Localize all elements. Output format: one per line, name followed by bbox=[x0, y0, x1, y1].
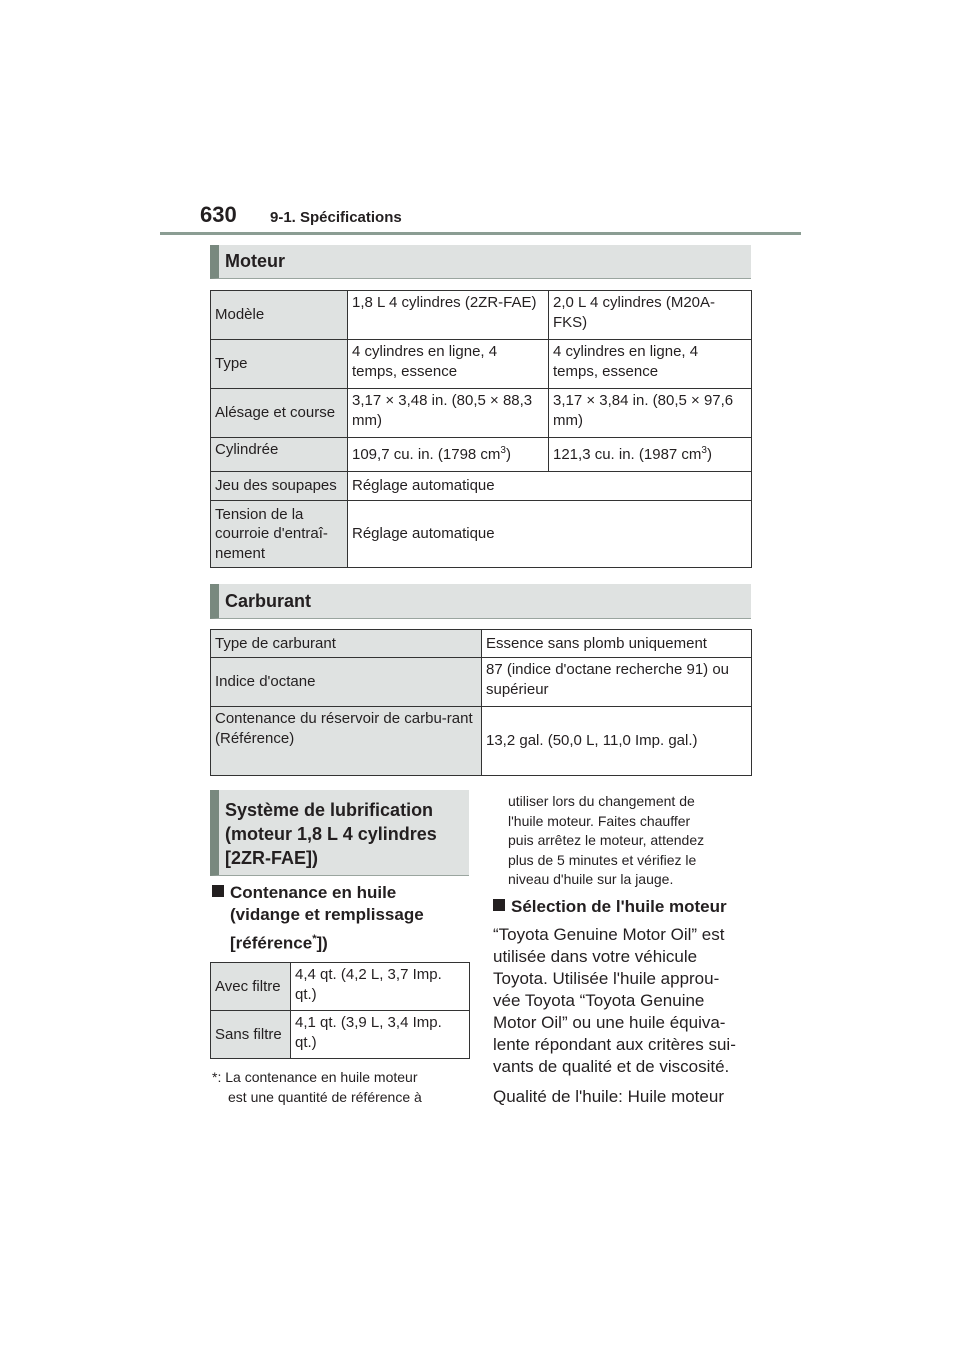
row-label: Jeu des soupapes bbox=[211, 472, 348, 501]
table-row bbox=[211, 707, 752, 776]
row-label: Avec filtre bbox=[211, 963, 291, 1011]
row-label: Contenance du réservoir de carbu-rant (Référence) bbox=[211, 707, 482, 776]
square-bullet-icon bbox=[212, 885, 224, 897]
page-number: 630 bbox=[200, 202, 237, 227]
displacement-close: ) bbox=[505, 445, 511, 463]
text-line: Motor Oil” ou une huile équiva- bbox=[493, 1013, 726, 1032]
footnote-marker: * bbox=[312, 933, 317, 945]
table-cell: 4,1 qt. (3,9 L, 3,4 Imp. qt.) bbox=[291, 1011, 470, 1059]
heading-line: (moteur 1,8 L 4 cylindres bbox=[225, 824, 437, 844]
text-line: puis arrêtez le moteur, attendez bbox=[508, 832, 705, 848]
text-line: “Toyota Genuine Motor Oil” est bbox=[493, 925, 725, 944]
heading-line: Système de lubrification bbox=[225, 800, 434, 820]
text-line: vants de qualité et de viscosité. bbox=[493, 1057, 730, 1076]
row-label: Tension de la courroie d'entraî-nement bbox=[211, 501, 348, 568]
table-row bbox=[211, 501, 752, 568]
table-row bbox=[211, 291, 752, 340]
table-cell: Réglage automatique bbox=[348, 501, 752, 568]
table-row bbox=[211, 438, 752, 472]
text-line: Toyota. Utilisée l'huile approu- bbox=[493, 969, 720, 988]
section-heading-moteur bbox=[210, 245, 751, 279]
footnote-line: *: La contenance en huile moteur bbox=[212, 1069, 418, 1085]
table-row bbox=[211, 340, 752, 389]
table-cell: Réglage automatique bbox=[348, 472, 752, 501]
table-cell: 13,2 gal. (50,0 L, 11,0 Imp. gal.) bbox=[482, 707, 752, 776]
table-cell: Essence sans plomb uniquement bbox=[482, 630, 752, 658]
row-label: Alésage et course bbox=[211, 389, 348, 438]
heading-line: [2ZR-FAE]) bbox=[225, 848, 318, 868]
footnote bbox=[212, 1068, 472, 1107]
square-bullet-icon bbox=[493, 899, 505, 911]
oil-capacity-table bbox=[210, 962, 470, 1059]
table-cell: 87 (indice d'octane recherche 91) ou supérieur bbox=[482, 658, 752, 707]
displacement-text: 109,7 cu. in. (1798 cm bbox=[352, 445, 501, 463]
section-heading-moteur-text: Moteur bbox=[225, 251, 285, 271]
table-cell: 4 cylindres en ligne, 4 temps, essence bbox=[348, 340, 549, 389]
footnote-continuation bbox=[508, 792, 758, 890]
table-cell bbox=[549, 438, 752, 472]
subheading-text: Sélection de l'huile moteur bbox=[511, 897, 727, 916]
subheading-line: (vidange et remplissage bbox=[230, 905, 424, 924]
table-row bbox=[211, 1011, 470, 1059]
table-row bbox=[211, 472, 752, 501]
text-line: lente répondant aux critères sui- bbox=[493, 1035, 736, 1054]
table-cell bbox=[348, 438, 549, 472]
oil-capacity-subheading bbox=[212, 882, 470, 955]
superscript: 3 bbox=[701, 444, 707, 456]
subheading-line: [référence bbox=[230, 933, 313, 953]
section-heading-carburant bbox=[210, 584, 751, 619]
text-line: utiliser lors du changement de bbox=[508, 793, 695, 809]
subheading-line: ]) bbox=[316, 933, 328, 953]
section-heading-carburant-text: Carburant bbox=[225, 590, 312, 611]
section-label: 9-1. Spécifications bbox=[270, 209, 402, 226]
text-line: l'huile moteur. Faites chauffer bbox=[508, 812, 691, 829]
engine-spec-table bbox=[210, 290, 752, 568]
table-row bbox=[211, 963, 470, 1011]
oil-selection-subheading bbox=[493, 896, 763, 918]
table-cell: 3,17 × 3,84 in. (80,5 × 97,6 mm) bbox=[549, 389, 752, 438]
superscript: 3 bbox=[500, 444, 506, 456]
table-cell: 4,4 qt. (4,2 L, 3,7 Imp. qt.) bbox=[291, 963, 470, 1011]
oil-selection-paragraph bbox=[493, 924, 763, 1108]
row-label: Type de carburant bbox=[211, 630, 482, 658]
section-heading-lubrification bbox=[210, 790, 469, 876]
row-label: Cylindrée bbox=[211, 438, 348, 472]
table-cell: 4 cylindres en ligne, 4 temps, essence bbox=[549, 340, 752, 389]
table-row bbox=[211, 389, 752, 438]
table-row bbox=[211, 630, 752, 658]
row-label: Indice d'octane bbox=[211, 658, 482, 707]
displacement-close: ) bbox=[706, 445, 712, 463]
table-row bbox=[211, 658, 752, 707]
row-label: Modèle bbox=[211, 291, 348, 340]
row-label: Sans filtre bbox=[211, 1011, 291, 1059]
text-line: plus de 5 minutes et vérifiez le bbox=[508, 851, 697, 868]
fuel-spec-table bbox=[210, 629, 752, 776]
table-cell: 1,8 L 4 cylindres (2ZR-FAE) bbox=[348, 291, 549, 340]
table-cell: 2,0 L 4 cylindres (M20A-FKS) bbox=[549, 291, 752, 340]
text-line: utilisée dans votre véhicule bbox=[493, 947, 698, 966]
text-line: Qualité de l'huile: Huile moteur bbox=[493, 1087, 724, 1106]
footnote-line: est une quantité de référence à bbox=[228, 1088, 422, 1105]
row-label: Type bbox=[211, 340, 348, 389]
text-line: niveau d'huile sur la jauge. bbox=[508, 871, 674, 887]
table-cell: 3,17 × 3,48 in. (80,5 × 88,3 mm) bbox=[348, 389, 549, 438]
header-divider bbox=[160, 232, 801, 235]
displacement-text: 121,3 cu. in. (1987 cm bbox=[553, 445, 702, 463]
subheading-line: Contenance en huile bbox=[230, 883, 397, 902]
text-line: vée Toyota “Toyota Genuine bbox=[493, 991, 705, 1010]
